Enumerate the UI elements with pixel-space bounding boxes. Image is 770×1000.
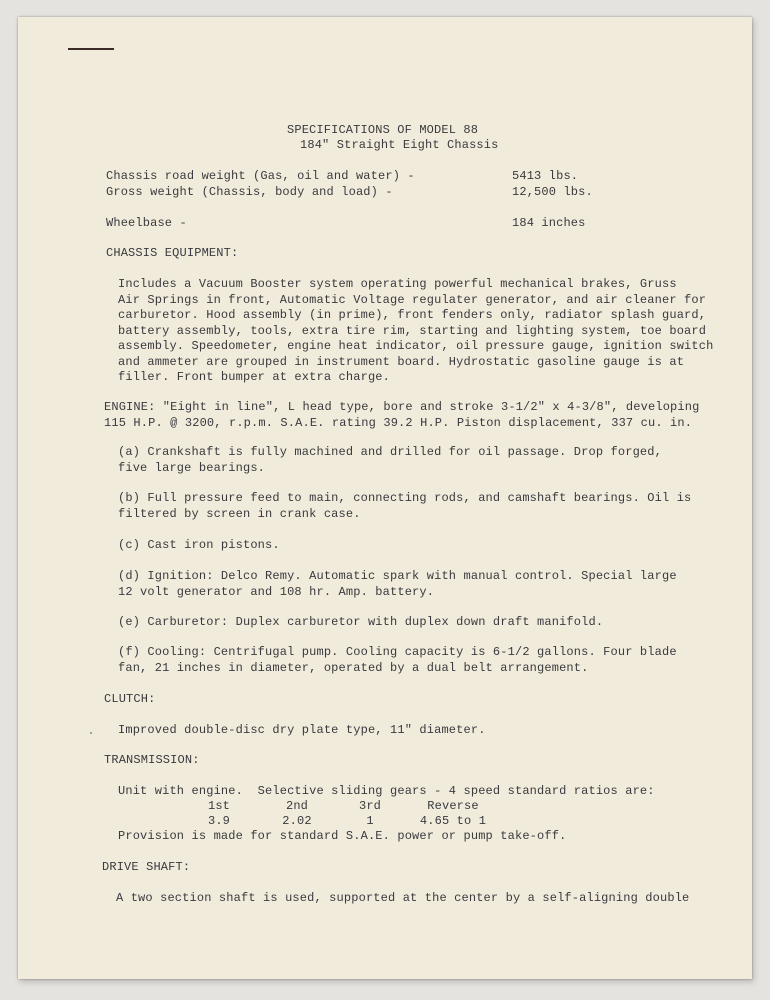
gear-label: 1st xyxy=(207,799,231,813)
engine-item-e: (e) Carburetor: Duplex carburetor with duplex down draft manifold. xyxy=(118,615,604,629)
spec-label: Wheelbase - xyxy=(106,216,187,230)
engine-item-c: (c) Cast iron pistons. xyxy=(118,538,280,552)
section-heading: DRIVE SHAFT: xyxy=(102,860,191,874)
ink-mark xyxy=(68,48,114,50)
document-page xyxy=(18,17,752,979)
gear-label: 2nd xyxy=(285,799,309,813)
section-heading: CLUTCH: xyxy=(104,692,156,706)
gear-ratio: 3.9 xyxy=(207,814,231,828)
transmission-intro: Unit with engine. Selective sliding gears - 4 speed standard ratios are: xyxy=(118,784,655,798)
drive-shaft-text: A two section shaft is used, supported at the center by a self-aligning double xyxy=(116,891,690,905)
spec-value: 12,500 lbs. xyxy=(512,185,593,199)
gear-ratio: 1 xyxy=(366,814,374,828)
gear-label: 3rd xyxy=(358,799,382,813)
gear-ratio: 2.02 xyxy=(282,814,312,828)
engine-text: ENGINE: "Eight in line", L head type, bore and stroke 3-1/2" x 4-3/8", developing 115 H.P. @ 3200, r.p.m. S.A.E. rating 39.2 H.P. Piston displacement, 337 cu. in. xyxy=(104,400,700,430)
document-subtitle: 184" Straight Eight Chassis xyxy=(300,138,499,152)
engine-item-b: (b) Full pressure feed to main, connecting rods, and camshaft bearings. Oil is filtered by screen in crank case. xyxy=(118,491,692,521)
clutch-text: Improved double-disc dry plate type, 11" diameter. xyxy=(118,723,486,737)
spec-label: Chassis road weight (Gas, oil and water) - xyxy=(106,169,415,183)
engine-item-d: (d) Ignition: Delco Remy. Automatic spark with manual control. Special large 12 volt generator and 108 hr. Amp. battery. xyxy=(118,569,677,599)
spec-value: 184 inches xyxy=(512,216,586,230)
gear-label: Reverse xyxy=(427,799,479,813)
paper-speck xyxy=(90,732,92,734)
spec-value: 5413 lbs. xyxy=(512,169,579,183)
section-heading: CHASSIS EQUIPMENT: xyxy=(106,246,239,260)
engine-item-f: (f) Cooling: Centrifugal pump. Cooling capacity is 6-1/2 gallons. Four blade fan, 21 inches in diameter, operated by a dual belt arrangement. xyxy=(118,645,677,675)
chassis-equipment-text: Includes a Vacuum Booster system operating powerful mechanical brakes, Gruss Air Springs in front, Automatic Voltage regulater generator, and air cleaner for carburetor. Hood assembly (in prime), front fenders only, radiator splash guard, battery assembly, tools, extra tire rim, starting and lighting system, toe board assembly. Speedometer, engine heat indicator, oil pressure gauge, ignition switch and ammeter are grouped in instrument board. Hydrostatic gasoline gauge is at filler. Front bumper at extra charge. xyxy=(118,277,714,384)
section-heading: TRANSMISSION: xyxy=(104,753,200,767)
document-title: SPECIFICATIONS OF MODEL 88 xyxy=(287,123,479,137)
engine-item-a: (a) Crankshaft is fully machined and drilled for oil passage. Drop forged, five large bearings. xyxy=(118,445,662,475)
spec-label: Gross weight (Chassis, body and load) - xyxy=(106,185,393,199)
transmission-note: Provision is made for standard S.A.E. power or pump take-off. xyxy=(118,829,567,843)
gear-ratio: 4.65 to 1 xyxy=(419,814,487,828)
